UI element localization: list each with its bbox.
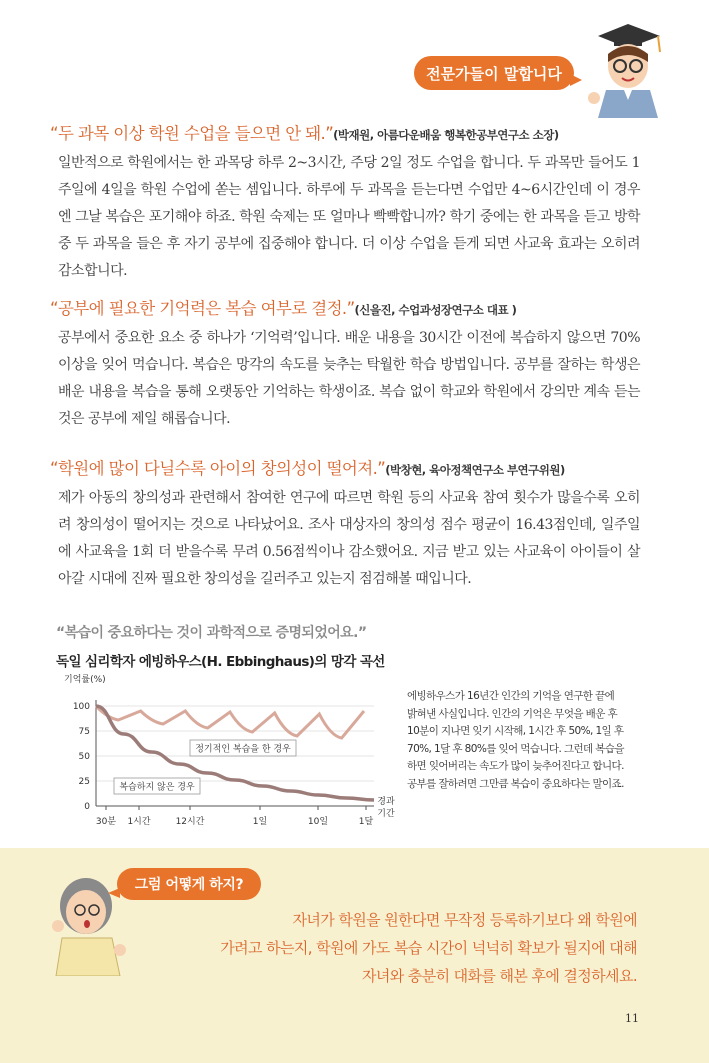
not-reviewed-series-label: 복습하지 않은 경우 — [119, 782, 195, 793]
advice-line: 가려고 하는지, 학원에 가도 복습 시간이 넉넉히 확보가 될지에 대해 — [220, 939, 637, 957]
x-axis-label: 기간 — [377, 809, 395, 819]
y-tick-label: 0 — [84, 802, 90, 812]
quote-author: (신을진, 수업과성장연구소 대표 ) — [354, 303, 517, 317]
x-tick-label: 1시간 — [127, 817, 151, 827]
quote-section-1 — [50, 120, 640, 285]
x-tick-label: 30분 — [95, 817, 117, 827]
question-speech-bubble — [117, 868, 261, 900]
advice-line: 자녀가 학원을 원한다면 무작정 등록하기보다 왜 학원에 — [292, 911, 637, 929]
advice-line: 자녀와 충분히 대화를 해본 후에 결정하세요. — [361, 967, 637, 985]
y-tick-label: 100 — [72, 702, 90, 712]
quote-author: (박재원, 아름다운배움 행복한공부연구소 소장) — [333, 128, 559, 142]
quote-title: “공부에 필요한 기억력은 복습 여부로 결정.” — [50, 299, 355, 318]
quote-body: 일반적으로 학원에서는 한 과목당 하루 2~3시간, 주당 2일 정도 수업을 합니다. 두 과목만 들어도 1주일에 4일을 학원 수업에 쏟는 셈입니다. 하루에 두 과목을 듣는다면 수업만 4~6시간인데 이 경우엔 그날 복습은 포기해야 하죠. 학원 숙제는 또 얼마나 빡빡합니까? 학기 중에는 한 과목을 듣고 방학 중 두 과목을 들은 후 자기 공부에 집중해야 합니다. 더 이상 수업을 듣게 되면 사교육 효과는 오히려 감소합니다. — [58, 155, 640, 279]
y-axis-label: 기억률(%) — [64, 675, 106, 685]
x-tick-label: 1일 — [252, 817, 268, 827]
advice-text — [157, 906, 637, 990]
y-tick-label: 50 — [78, 752, 90, 762]
professor-character-illustration — [578, 18, 668, 118]
page-number: 11 — [625, 1012, 639, 1025]
chart-description: 에빙하우스가 16년간 인간의 기억을 연구한 끝에 밝혀낸 사실입니다. 인간의 기억은 무엇을 배운 후 10분이 지나면 잊기 시작해, 1시간 후 50%, 1일 후 70%, 1달 후 80%를 잊어 먹습니다. 그런데 복습을 하면 잊어버리는 속도가 많이 늦추어진다고 합니다. 공부를 잘하려면 그만큼 복습이 중요하다는 말이죠. — [407, 690, 624, 790]
x-tick-label: 10일 — [307, 817, 329, 827]
chart-title: 독일 심리학자 에빙하우스(H. Ebbinghaus)의 망각 곡선 — [56, 654, 385, 670]
question-bubble-text: 그럼 어떻게 하지? — [134, 877, 244, 893]
x-axis-label: 경과 — [377, 797, 395, 807]
forgetting-curve-chart — [56, 670, 396, 836]
quote-title: “학원에 많이 다닐수록 아이의 창의성이 떨어져.” — [50, 459, 386, 478]
reviewed-series-line — [96, 706, 364, 738]
reviewed-series-label: 정기적인 복습을 한 경우 — [195, 744, 291, 755]
quote-body: 공부에서 중요한 요소 중 하나가 ‘기억력’입니다. 배운 내용을 30시간 이전에 복습하지 않으면 70% 이상을 잊어 먹습니다. 복습은 망각의 속도를 늦추는 탁월한 학습 방법입니다. 공부를 잘하는 학생은 배운 내용을 복습을 통해 오랫동안 기억하는 학생이죠. 복습 없이 학교와 학원에서 강의만 계속 듣는 것은 공부에 제일 해롭습니다. — [58, 330, 640, 427]
quote-section-2 — [50, 295, 640, 433]
x-tick-label: 1달 — [358, 817, 374, 827]
y-tick-label: 25 — [78, 777, 90, 787]
quote-title: “두 과목 이상 학원 수업을 들으면 안 돼.” — [50, 124, 334, 143]
expert-bubble-text: 전문가들이 말합니다 — [426, 64, 562, 83]
expert-speech-bubble — [414, 56, 574, 90]
quote-author: (박창현, 육아정책연구소 부연구위원) — [385, 463, 565, 477]
chart-quote: “복습이 중요하다는 것이 과학적으로 증명되었어요.” — [56, 625, 367, 641]
quote-section-3 — [50, 455, 640, 593]
y-tick-label: 75 — [78, 727, 90, 737]
quote-body: 제가 아동의 창의성과 관련해서 참여한 연구에 따르면 학원 등의 사교육 참여 횟수가 많을수록 오히려 창의성이 떨어지는 것으로 나타났어요. 조사 대상자의 창의성 점수 평균이 16.43점인데, 일주일에 사교육을 1회 더 받을수록 무려 0.56점씩이나 감소했어요. 지금 받고 있는 사교육이 아이들이 살아갈 시대에 진짜 필요한 창의성을 길러주고 있는지 점검해볼 때입니다. — [58, 490, 640, 587]
x-tick-label: 12시간 — [175, 817, 205, 827]
